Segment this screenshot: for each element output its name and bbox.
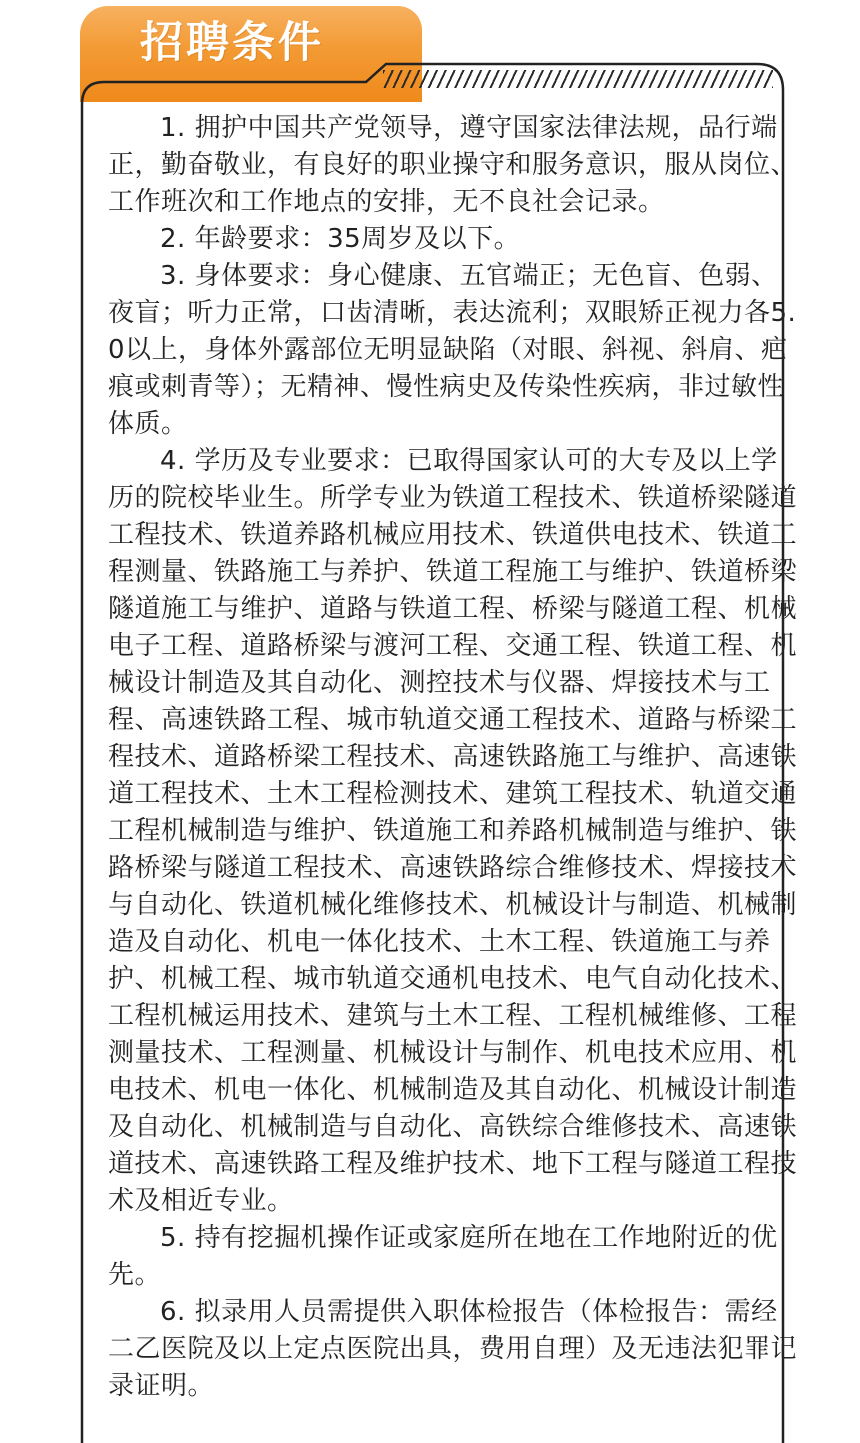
condition-item-2: 2. 年龄要求：35周岁及以下。 xyxy=(160,224,521,254)
page-title: 招聘条件 xyxy=(140,18,324,68)
condition-item-3: 3. 身体要求：身心健康、五官端正；无色盲、色弱、夜盲；听力正常，口齿清晰，表达流利；双眼矫正视力各5.0以上，身体外露部位无明显缺陷（对眼、斜视、斜肩、疤痕或刺青等）；无精神、慢性病史及传染性疾病，非过敏性体质。 xyxy=(108,261,797,439)
condition-item-4: 4. 学历及专业要求：已取得国家认可的大专及以上学历的院校毕业生。所学专业为铁道工程技术、铁道桥梁隧道工程技术、铁道养路机械应用技术、铁道供电技术、铁道工程测量、铁路施工与养护、铁道工程施工与维护、铁道桥梁隧道施工与维护、道路与铁道工程、桥梁与隧道工程、机械电子工程、道路桥梁与渡河工程、交通工程、铁道工程、机械设计制造及其自动化、测控技术与仪器、焊接技术与工程、高速铁路工程、城市轨道交通工程技术、道路与桥梁工程技术、道路桥梁工程技术、高速铁路施工与维护、高速铁道工程技术、土木工程检测技术、建筑工程技术、轨道交通工程机械制造与维护、铁道施工和养路机械制造与维护、铁路桥梁与隧道工程技术、高速铁路综合维修技术、焊接技术与自动化、铁道机械化维修技术、机械设计与制造、机械制造及自动化、机电一体化技术、土木工程、铁道施工与养护、机械工程、城市轨道交通机电技术、电气自动化技术、工程机械运用技术、建筑与土木工程、工程机械维修、工程测量技术、工程测量、机械设计与制作、机电技术应用、机电技术、机电一体化、机械制造及其自动化、机械设计制造及自动化、机械制造与自动化、高铁综合维修技术、高速铁道技术、高速铁路工程及维护技术、地下工程与隧道工程技术及相近专业。 xyxy=(108,446,798,1216)
decorative-hatch xyxy=(383,70,773,88)
conditions-body xyxy=(108,110,798,1405)
condition-item-6: 6. 拟录用人员需提供入职体检报告（体检报告：需经二乙医院及以上定点医院出具，费用自理）及无违法犯罪记录证明。 xyxy=(108,1297,798,1401)
condition-item-1: 1. 拥护中国共产党领导，遵守国家法律法规，品行端正，勤奋敬业，有良好的职业操守和服务意识，服从岗位、工作班次和工作地点的安排，无不良社会记录。 xyxy=(108,113,798,217)
condition-item-5: 5. 持有挖掘机操作证或家庭所在地在工作地附近的优先。 xyxy=(108,1223,778,1290)
